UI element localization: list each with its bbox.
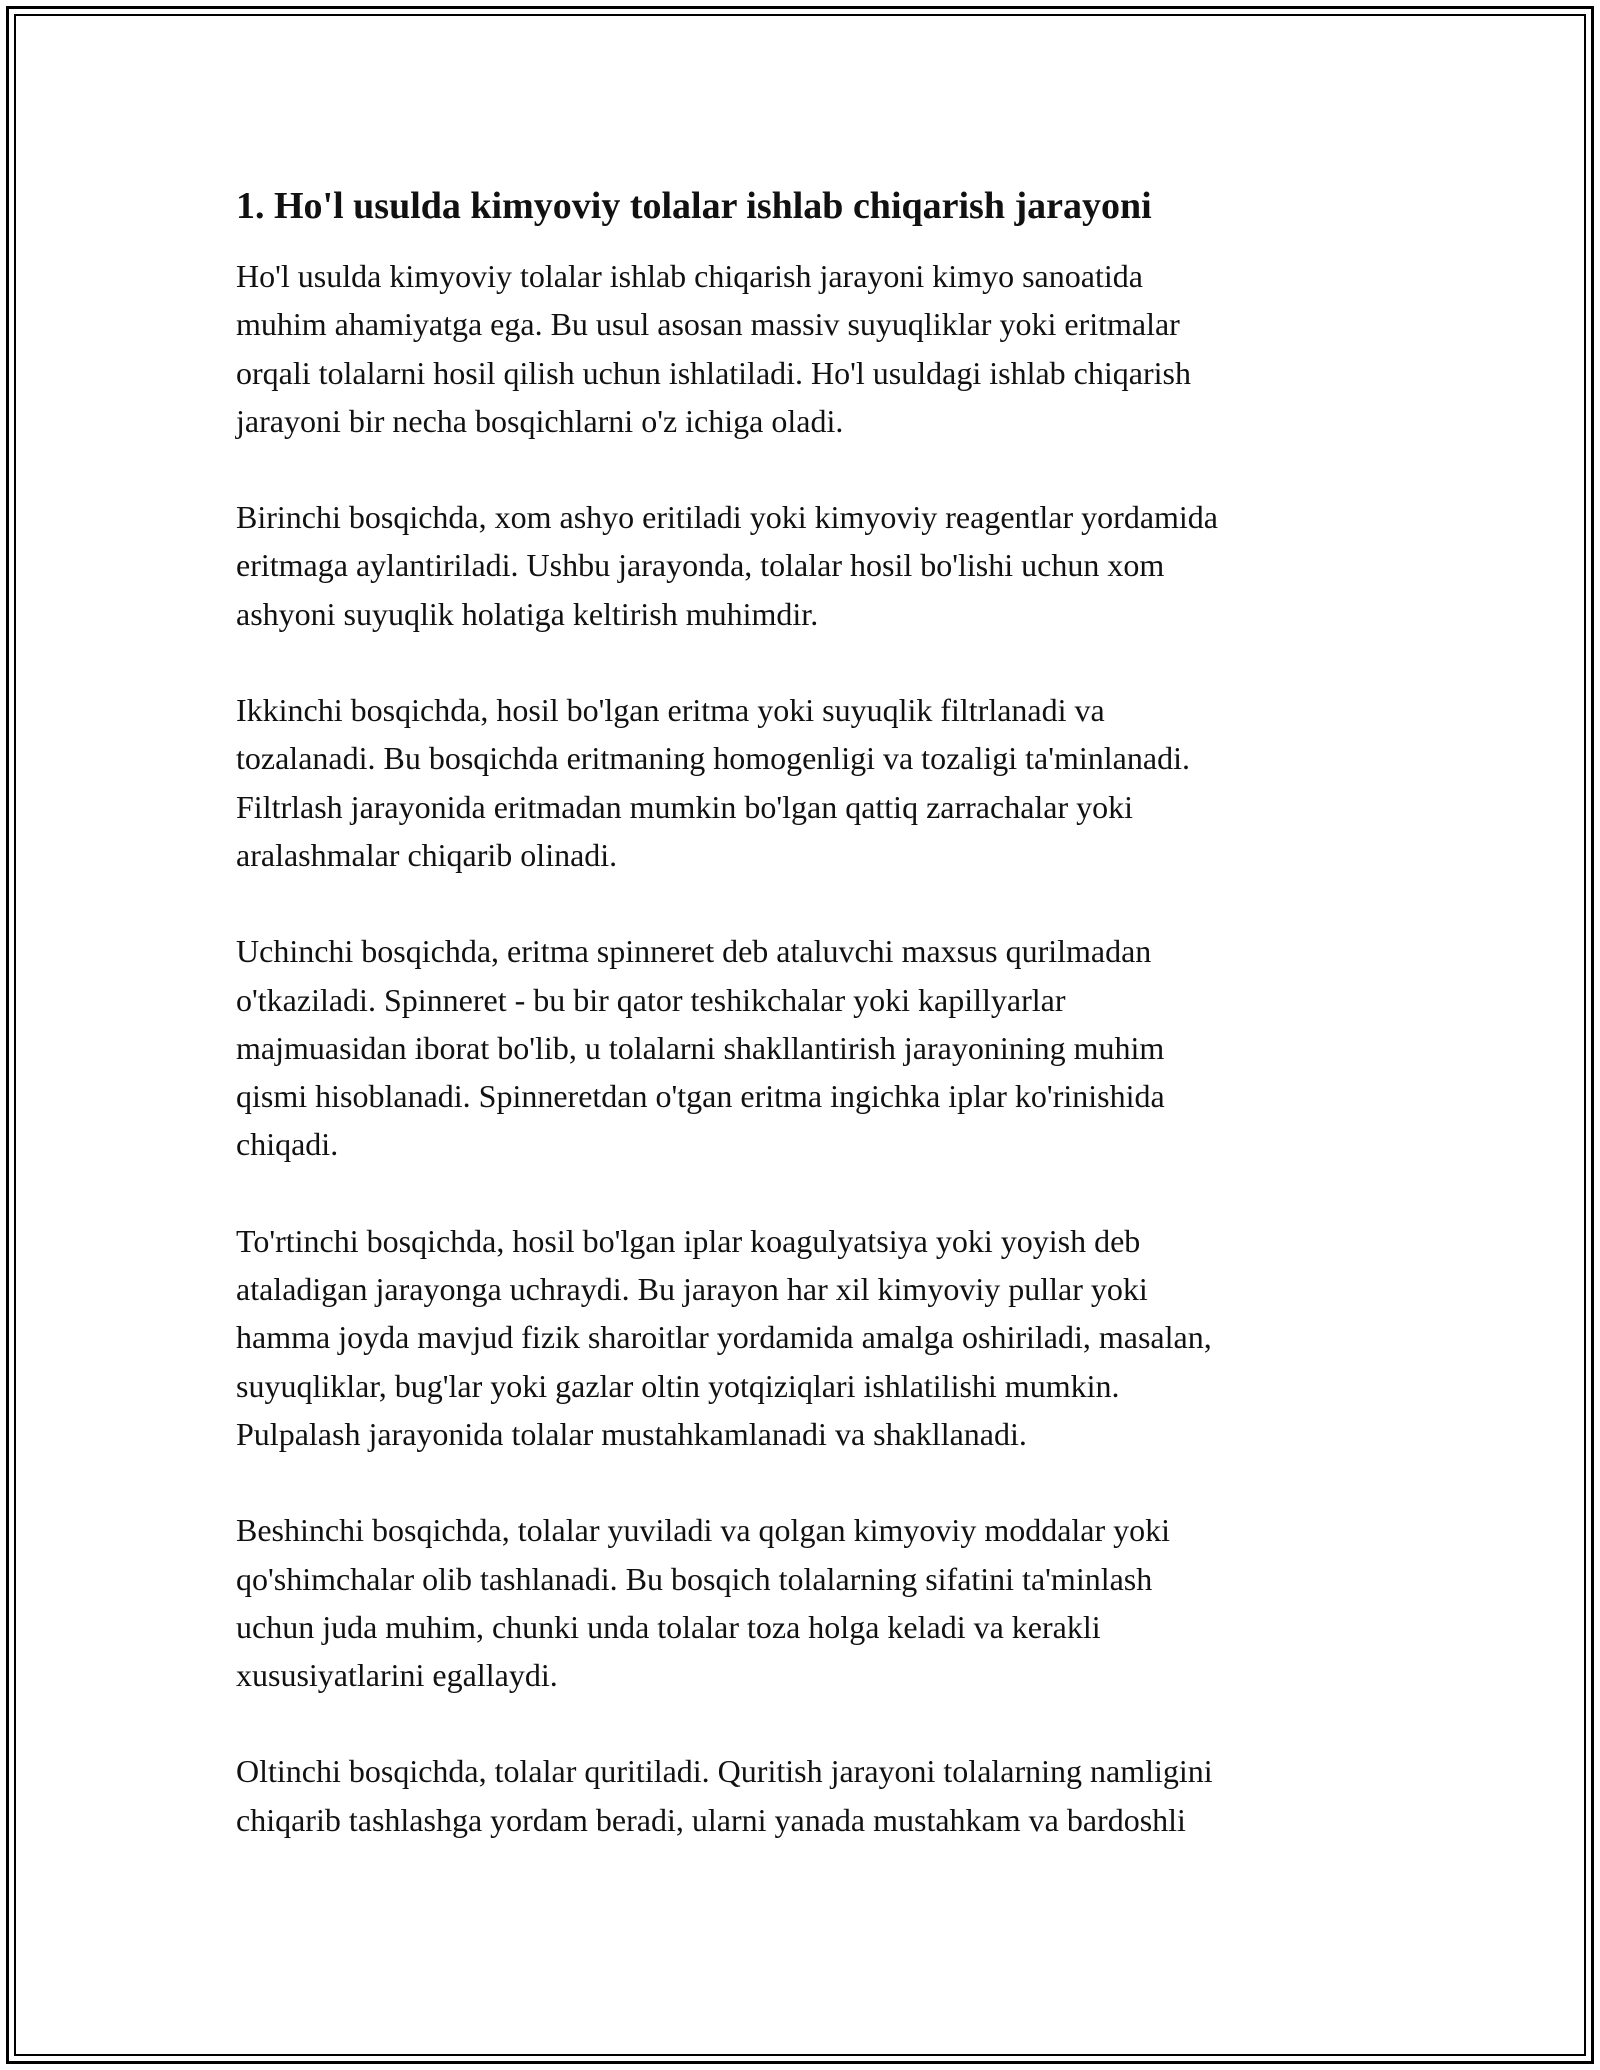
paragraph-line: Oltinchi bosqichda, tolalar quritiladi. Quritish jarayoni tolalarning namligini: [236, 1753, 1213, 1790]
paragraph-line: ashyoni suyuqlik holatiga keltirish muhimdir.: [236, 595, 819, 632]
paragraph-line: Ikkinchi bosqichda, hosil bo'lgan eritma yoki suyuqlik filtrlanadi va: [236, 692, 1105, 729]
paragraph-line: ataladigan jarayonga uchraydi. Bu jarayon har xil kimyoviy pullar yoki: [236, 1271, 1148, 1308]
paragraph-line: aralashmalar chiqarib olinadi.: [236, 836, 618, 873]
paragraph-line: Beshinchi bosqichda, tolalar yuviladi va qolgan kimyoviy moddalar yoki: [236, 1512, 1171, 1549]
paragraph-line: eritmaga aylantiriladi. Ushbu jarayonda, tolalar hosil bo'lishi uchun xom: [236, 547, 1165, 584]
paragraph-line: xususiyatlarini egallaydi.: [236, 1657, 558, 1694]
paragraph-line: jarayoni bir necha bosqichlarni o'z ichiga oladi.: [236, 402, 844, 439]
paragraph-line: suyuqliklar, bug'lar yoki gazlar oltin yotqiziqlari ishlatilishi mumkin.: [236, 1367, 1120, 1404]
paragraph-line: Birinchi bosqichda, xom ashyo eritiladi yoki kimyoviy reagentlar yordamida: [236, 499, 1218, 536]
paragraph-line: To'rtinchi bosqichda, hosil bo'lgan iplar koagulyatsiya yoki yoyish deb: [236, 1222, 1141, 1259]
paragraph-line: qo'shimchalar olib tashlanadi. Bu bosqich tolalarning sifatini ta'minlash: [236, 1560, 1153, 1597]
paragraph-line: tozalanadi. Bu bosqichda eritmaning homogenligi va tozaligi ta'minlanadi.: [236, 740, 1190, 777]
paragraph-line: Pulpalash jarayonida tolalar mustahkamlanadi va shakllanadi.: [236, 1415, 1027, 1452]
paragraph-line: Ho'l usulda kimyoviy tolalar ishlab chiqarish jarayoni kimyo sanoatida: [236, 258, 1143, 294]
paragraph-line: chiqadi.: [236, 1126, 339, 1163]
paragraph-intro: [236, 252, 1376, 445]
paragraph-line: qismi hisoblanadi. Spinneretdan o'tgan eritma ingichka iplar ko'rinishida: [236, 1078, 1165, 1115]
paragraph-line: Filtrlash jarayonida eritmadan mumkin bo'lgan qattiq zarrachalar yoki: [236, 788, 1134, 825]
paragraph-line: muhim ahamiyatga ega. Bu usul asosan massiv suyuqliklar yoki eritmalar: [236, 306, 1180, 343]
document-body: [236, 180, 1376, 1892]
paragraph-step-4: [236, 1217, 1376, 1458]
paragraph-line: orqali tolalarni hosil qilish uchun ishlatiladi. Ho'l usuldagi ishlab chiqarish: [236, 354, 1191, 391]
paragraph-step-6: [236, 1747, 1376, 1844]
paragraph-step-2: [236, 686, 1376, 879]
paragraph-line: Uchinchi bosqichda, eritma spinneret deb ataluvchi maxsus qurilmadan: [236, 933, 1152, 970]
document-title: 1. Ho'l usulda kimyoviy tolalar ishlab chiqarish jarayoni: [236, 185, 1152, 227]
paragraph-line: majmuasidan iborat bo'lib, u tolalarni shakllantirish jarayonining muhim: [236, 1029, 1165, 1066]
paragraph-step-5: [236, 1506, 1376, 1699]
paragraph-line: chiqarib tashlashga yordam beradi, ularni yanada mustahkam va bardoshli: [236, 1801, 1186, 1838]
paragraph-line: hamma joyda mavjud fizik sharoitlar yordamida amalga oshiriladi, masalan,: [236, 1319, 1212, 1356]
paragraph-step-1: [236, 493, 1376, 638]
paragraph-step-3: [236, 927, 1376, 1168]
paragraph-line: uchun juda muhim, chunki unda tolalar toza holga keladi va kerakli: [236, 1608, 1101, 1645]
paragraph-line: o'tkaziladi. Spinneret - bu bir qator teshikchalar yoki kapillyarlar: [236, 981, 1066, 1018]
